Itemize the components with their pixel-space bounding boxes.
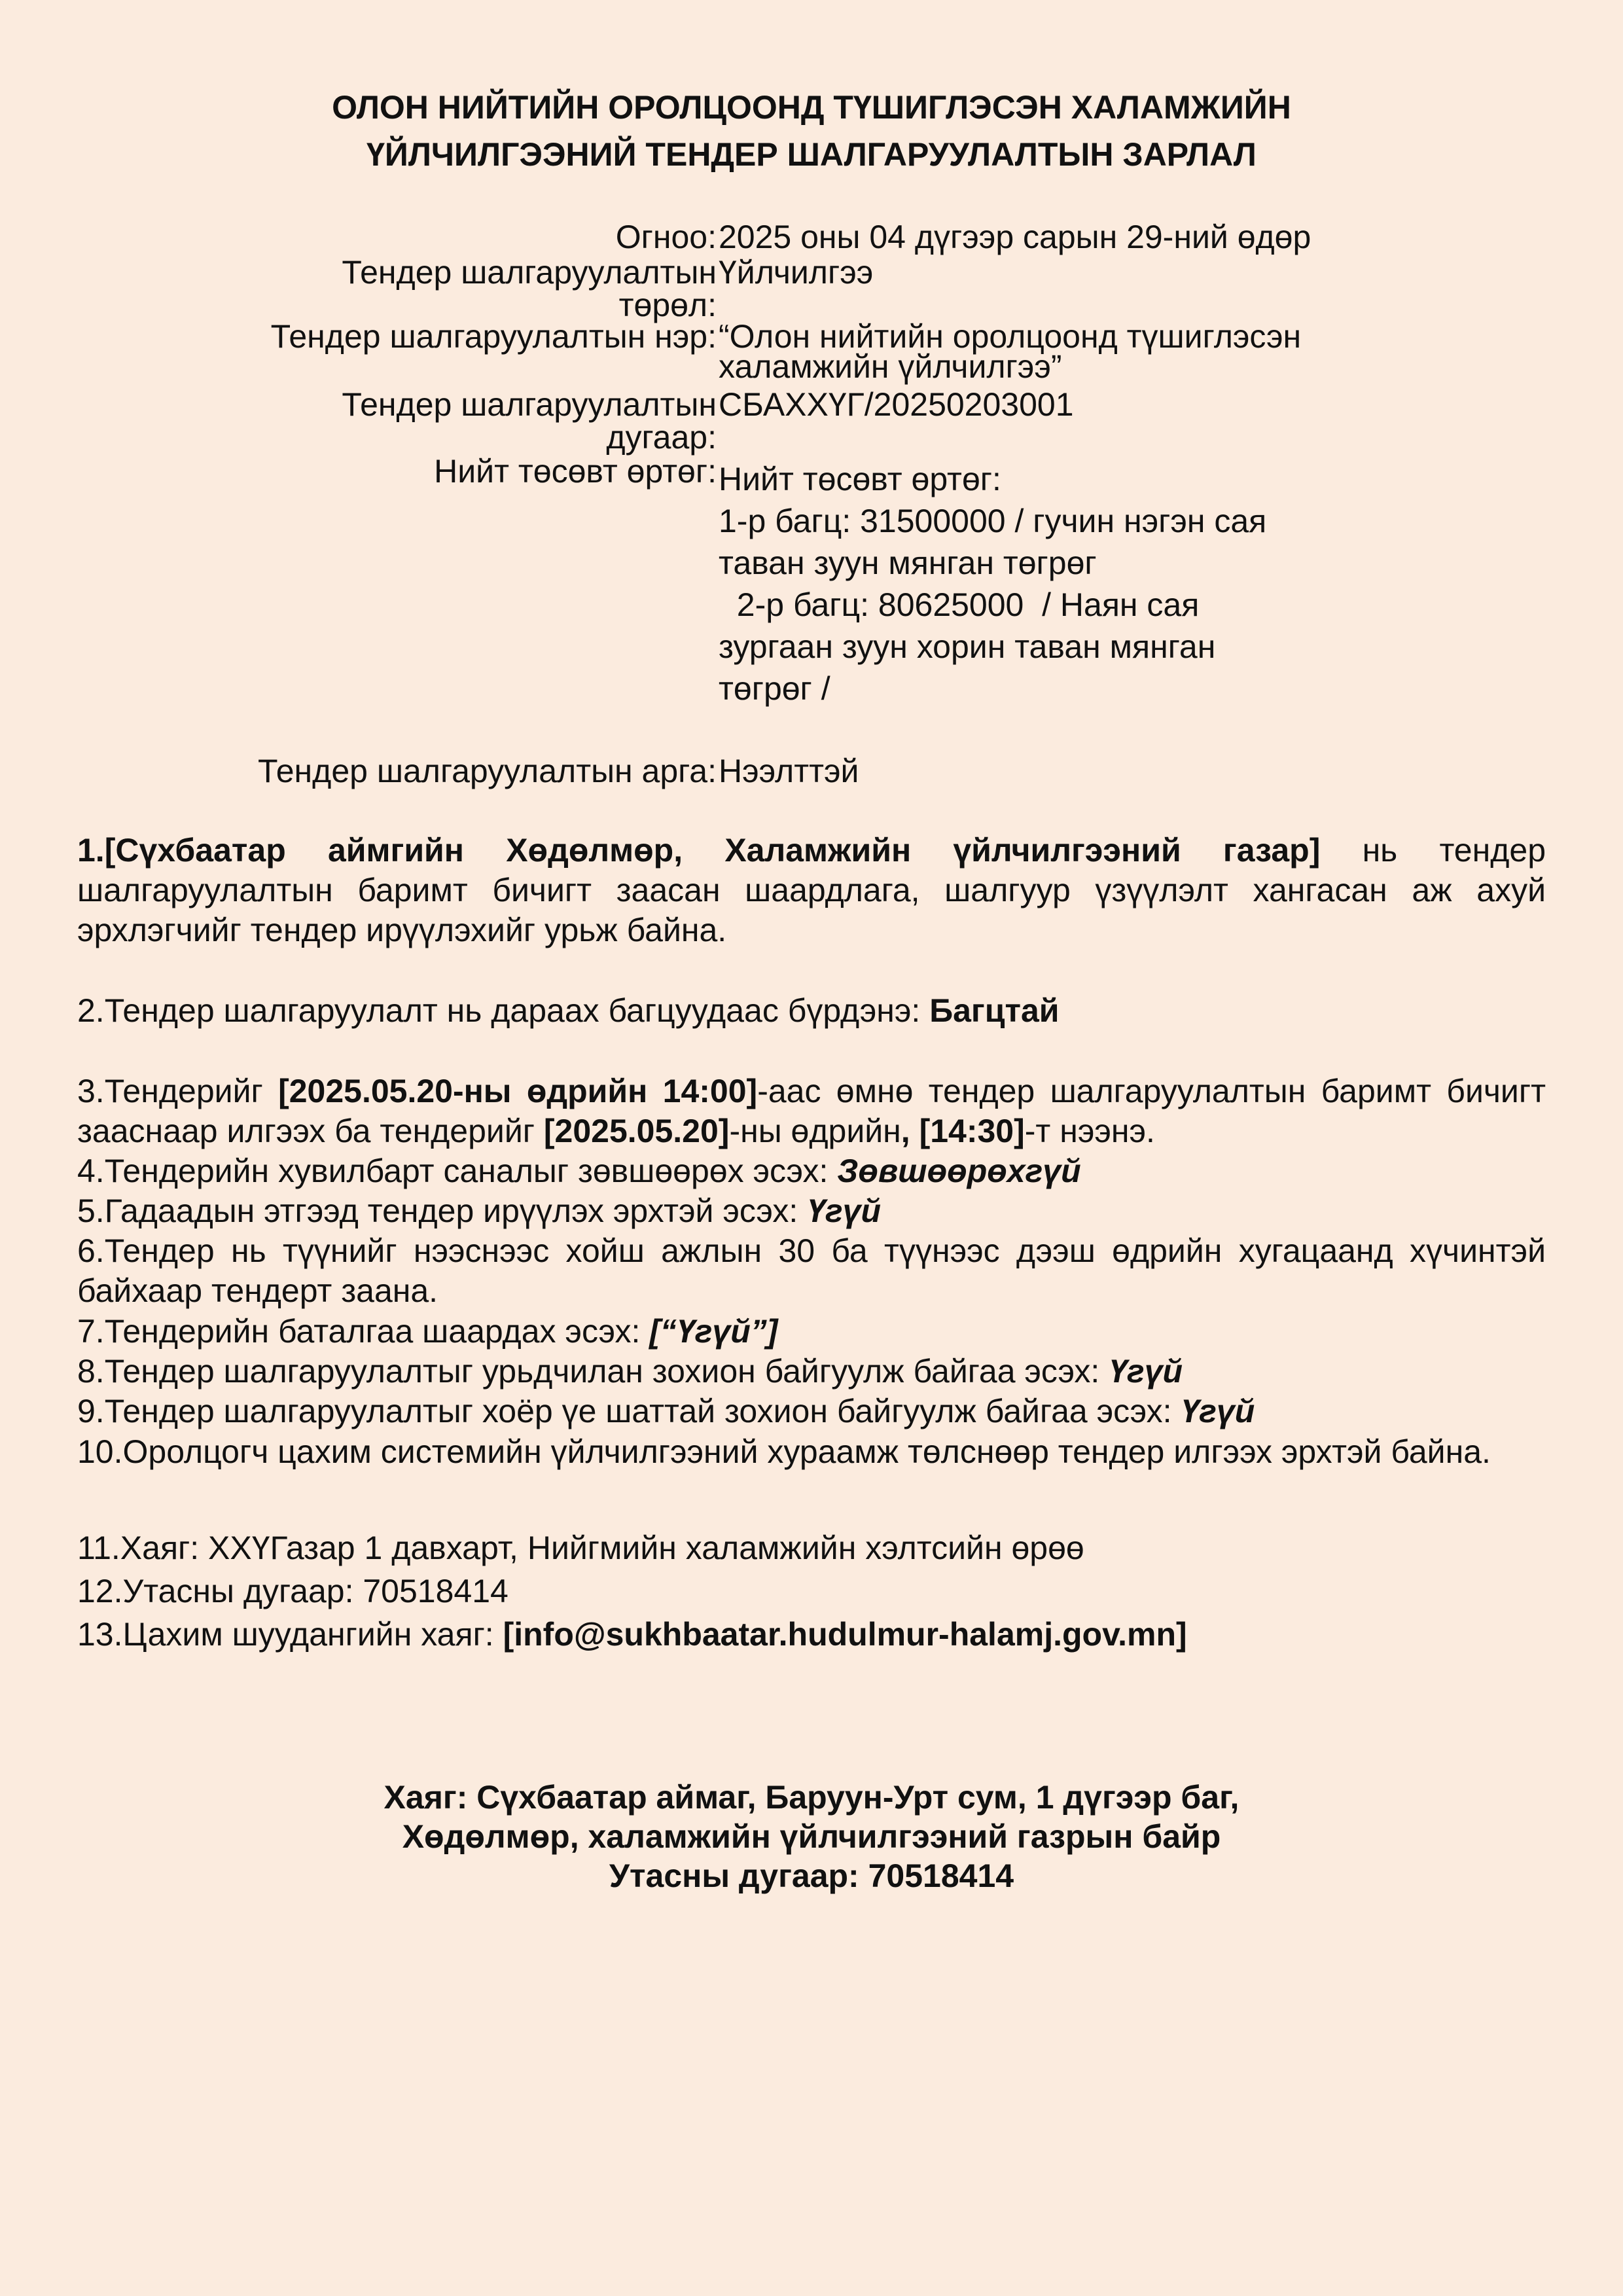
- item-3-text-a: 3.Тендерийг: [77, 1073, 279, 1109]
- date-value: 2025 оны 04 дүгээр сарын 29-ний өдөр: [719, 219, 1311, 255]
- item-1-text: нь тендер шалгаруулалтын баримт бичигт заасан шаардлага, шалгуур үзүүлэлт хангасан аж ахуй эрхлэгчийг тендер ирүүлэхийг урьж байна.: [77, 832, 1546, 948]
- name-value-line-2: халамжийн үйлчилгээ”: [719, 348, 1062, 385]
- item-9-text: 9.Тендер шалгаруулалтыг хоёр үе шаттай зохион байгуулж байгаа эсэх:: [77, 1393, 1181, 1429]
- item-3-text-c: -ны өдрийн: [729, 1113, 901, 1149]
- item-1-organization: 1.[Сүхбаатар аймгийн Хөдөлмөр, Халамжийн үйлчилгээний газар]: [77, 832, 1321, 869]
- item-4-text: 4.Тендерийн хувилбарт саналыг зөвшөөрөх эсэх:: [77, 1153, 838, 1189]
- item-12-text: 12.Утасны дугаар: 70518414: [77, 1573, 508, 1609]
- method-value: Нээлттэй: [719, 753, 859, 789]
- email-link[interactable]: [info@sukhbaatar.hudulmur-halamj.gov.mn]: [503, 1616, 1187, 1653]
- item-7: [77, 1312, 1546, 1352]
- item-13-text: 13.Цахим шуудангийн хаяг:: [77, 1616, 503, 1653]
- item-8: [77, 1352, 1546, 1391]
- item-5-value: Үгүй: [807, 1193, 882, 1229]
- title-line-1: ОЛОН НИЙТИЙН ОРОЛЦООНД ТҮШИГЛЭСЭН ХАЛАМЖИЙН: [332, 89, 1291, 126]
- budget-label: Нийт төсөвт өртөг:: [434, 453, 717, 490]
- number-value: СБАХХҮГ/20250203001: [719, 386, 1074, 423]
- name-label: Тендер шалгаруулалтын нэр:: [270, 318, 717, 355]
- item-11-text: 11.Хаяг: ХХҮГазар 1 давхарт, Нийгмийн халамжийн хэлтсийн өрөө: [77, 1530, 1084, 1566]
- item-6: [77, 1231, 1546, 1311]
- budget-line: зургаан зуун хорин таван мянган: [719, 628, 1216, 665]
- item-3-text-b: -аас өмнө тендер шалгаруулалтын баримт бичигт зааснаар илгээх ба тендерийг: [77, 1073, 1546, 1149]
- item-6-text: 6.Тендер нь түүнийг нээснээс хойш ажлын 30 ба түүнээс дээш өдрийн хугацаанд хүчинтэй байхаар тендерт заана.: [77, 1232, 1546, 1309]
- date-label: Огноо:: [615, 219, 717, 255]
- item-3: [77, 1071, 1546, 1151]
- item-3-open-time: , [14:30]: [901, 1113, 1025, 1149]
- item-10: [77, 1432, 1546, 1472]
- type-label-line-2: төрөл:: [618, 287, 717, 323]
- item-7-text: 7.Тендерийн баталгаа шаардах эсэх:: [77, 1313, 650, 1350]
- method-label: Тендер шалгаруулалтын арга:: [258, 753, 717, 789]
- item-8-text: 8.Тендер шалгаруулалтыг урьдчилан зохион байгуулж байгаа эсэх:: [77, 1353, 1109, 1390]
- item-1: [77, 831, 1546, 950]
- footer-line-2: Хөдөлмөр, халамжийн үйлчилгээний газрын байр: [402, 1818, 1221, 1855]
- item-3-open-date: [2025.05.20]: [543, 1113, 730, 1149]
- item-9-value: Үгүй: [1181, 1393, 1255, 1429]
- type-label-line-1: Тендер шалгаруулалтын: [342, 254, 717, 291]
- item-4: [77, 1151, 1546, 1191]
- title-line-2: ҮЙЛЧИЛГЭЭНИЙ ТЕНДЕР ШАЛГАРУУЛАЛТЫН ЗАРЛАЛ: [366, 136, 1257, 173]
- number-label-line-1: Тендер шалгаруулалтын: [342, 386, 717, 423]
- item-2-value: Багцтай: [929, 992, 1060, 1029]
- item-4-value: Зөвшөөрөхгүй: [837, 1153, 1081, 1189]
- item-11: [77, 1528, 1546, 1568]
- budget-line: төгрөг /: [719, 670, 830, 707]
- item-10-text: 10.Оролцогч цахим системийн үйлчилгээний хураамж төлснөөр тендер илгээх эрхтэй байна.: [77, 1433, 1491, 1470]
- item-9: [77, 1391, 1546, 1431]
- item-12: [77, 1571, 1546, 1611]
- footer-address: [0, 1778, 1623, 1895]
- number-label-line-2: дугаар:: [606, 419, 717, 456]
- name-value-line-1: “Олон нийтийн оролцоонд түшиглэсэн: [719, 318, 1302, 355]
- type-value: Үйлчилгээ: [719, 254, 874, 291]
- item-7-value: [“Үгүй”]: [649, 1313, 778, 1350]
- budget-line: 2-р багц: 80625000 / Наян сая: [719, 586, 1200, 623]
- item-2-text: 2.Тендер шалгаруулалт нь дараах багцуудаас бүрдэнэ:: [77, 992, 930, 1029]
- budget-line: таван зуун мянган төгрөг: [719, 545, 1097, 581]
- budget-line: 1-р багц: 31500000 / гучин нэгэн сая: [719, 503, 1267, 539]
- item-2: [77, 991, 1546, 1031]
- item-3-text-d: -т нээнэ.: [1024, 1113, 1155, 1149]
- budget-line: Нийт төсөвт өртөг:: [719, 461, 1001, 497]
- item-3-deadline: [2025.05.20-ны өдрийн 14:00]: [278, 1073, 758, 1109]
- page-title: [0, 84, 1623, 178]
- item-13: [77, 1615, 1546, 1655]
- item-8-value: Үгүй: [1109, 1353, 1183, 1390]
- footer-line-1: Хаяг: Сүхбаатар аймаг, Баруун-Урт сум, 1 дүгээр баг,: [383, 1779, 1240, 1816]
- budget-value: [719, 458, 1266, 709]
- item-5-text: 5.Гадаадын этгээд тендер ирүүлэх эрхтэй эсэх:: [77, 1193, 808, 1229]
- footer-line-3: Утасны дугаар: 70518414: [609, 1857, 1014, 1894]
- item-5: [77, 1191, 1546, 1231]
